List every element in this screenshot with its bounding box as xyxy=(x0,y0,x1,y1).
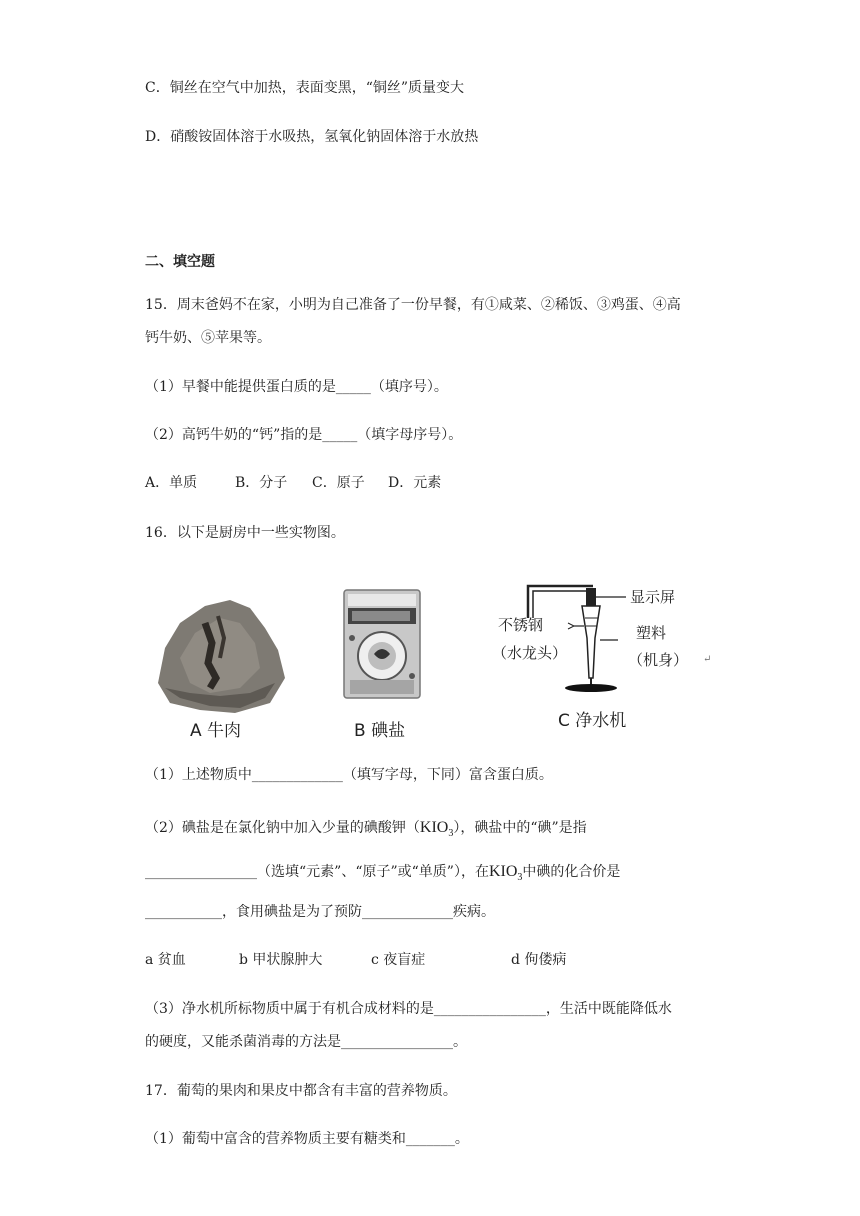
label-body: （机身） xyxy=(628,651,689,669)
option-a: A．单质 xyxy=(145,475,198,491)
option-b: B．分子 xyxy=(235,475,288,491)
option-d: D．硝酸铵固体溶于水吸热，氢氧化钠固体溶于水放热 xyxy=(145,129,479,145)
question-17-line1: 17．葡萄的果肉和果皮中都含有丰富的营养物质。 xyxy=(145,1083,457,1099)
question-16-sub3-line1: （3）净水机所标物质中属于有机合成材料的是________________，生活中既能降低水 xyxy=(145,1001,672,1017)
q16-sub2-line2-text-a: ________________（选填“元素”、“原子”或“单质”），在 xyxy=(145,864,489,880)
question-15-line1: 15．周末爸妈不在家，小明为自己准备了一份早餐，有①咸菜、②稀饭、③鸡蛋、④高 xyxy=(145,297,681,313)
caption-b: B 碘盐 xyxy=(354,721,406,741)
option-a-q16: a 贫血 xyxy=(145,952,186,968)
option-d-q16: d 佝偻病 xyxy=(511,952,567,968)
iodized-salt-image xyxy=(342,588,422,703)
label-plastic: 塑料 xyxy=(636,624,667,642)
question-17-sub1: （1）葡萄中富含的营养物质主要有糖类和_______。 xyxy=(145,1131,469,1147)
option-b-q16: b 甲状腺肿大 xyxy=(239,952,323,968)
question-16-sub1: （1）上述物质中_____________（填写字母，下同）富含蛋白质。 xyxy=(145,767,553,783)
caption-c: C 净水机 xyxy=(558,711,627,731)
kio3-formula: $KIO_3$ xyxy=(419,819,454,840)
label-faucet: （水龙头） xyxy=(492,644,568,662)
question-16-sub3-line2: 的硬度，又能杀菌消毒的方法是________________。 xyxy=(145,1034,467,1050)
kio3-formula-2: $KIO_3$ xyxy=(488,863,523,884)
q16-sub2-line2-text-b: 中碘的化合价是 xyxy=(522,864,621,880)
caption-a: A 牛肉 xyxy=(190,721,242,741)
q16-sub2-text-a: （2）碘盐是在氯化钠中加入少量的碘酸钾（ xyxy=(145,820,420,836)
kitchen-figure xyxy=(150,578,720,750)
question-15-sub1: （1）早餐中能提供蛋白质的是_____（填序号）。 xyxy=(145,379,448,395)
option-c-q15: C．原子 xyxy=(312,475,365,491)
option-d-q15: D．元素 xyxy=(388,475,442,491)
label-steel: 不锈钢 xyxy=(498,616,544,634)
option-c: C．铜丝在空气中加热，表面变黑，“铜丝”质量变大 xyxy=(145,80,465,96)
question-16-line1: 16．以下是厨房中一些实物图。 xyxy=(145,525,345,541)
return-mark-icon: ↵ xyxy=(703,654,712,665)
q16-sub2-text-b: ），碘盐中的“碘”是指 xyxy=(453,820,587,836)
section-title: 二、填空题 xyxy=(145,254,215,270)
question-16-sub2-line3: ___________，食用碘盐是为了预防_____________疾病。 xyxy=(145,904,495,920)
option-c-q16: c 夜盲症 xyxy=(371,952,426,968)
question-15-sub2: （2）高钙牛奶的“钙”指的是_____（填字母序号）。 xyxy=(145,427,463,443)
label-display: 显示屏 xyxy=(630,588,676,606)
question-15-line2: 钙牛奶、⑤苹果等。 xyxy=(145,330,271,346)
question-16-sub2-line2 xyxy=(145,862,620,888)
question-16-options xyxy=(145,950,566,970)
beef-image xyxy=(150,588,290,718)
water-purifier-diagram xyxy=(478,578,718,708)
question-15-options xyxy=(145,473,441,493)
question-16-sub2-line1 xyxy=(145,818,587,844)
